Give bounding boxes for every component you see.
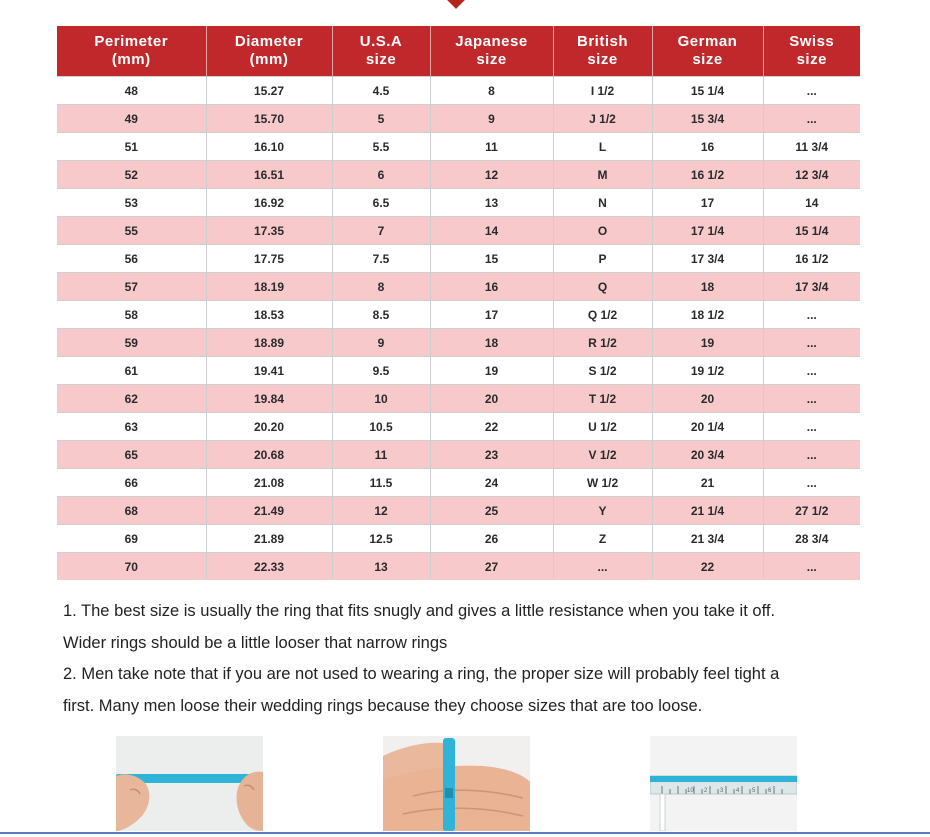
- ruler-tick-label: 3: [720, 788, 724, 794]
- table-row: [57, 161, 860, 189]
- table-cell: 61: [57, 357, 206, 385]
- table-cell: 59: [57, 329, 206, 357]
- column-header-text: size: [476, 51, 507, 68]
- ruler-measure-photo: [650, 736, 797, 831]
- column-header: [652, 26, 763, 77]
- table-cell: 16.10: [206, 133, 332, 161]
- table-cell: 65: [57, 441, 206, 469]
- table-cell: 17 1/4: [652, 217, 763, 245]
- table-cell: J 1/2: [553, 105, 652, 133]
- table-cell: 52: [57, 161, 206, 189]
- table-cell: 11: [430, 133, 553, 161]
- table-cell: 9: [332, 329, 430, 357]
- table-cell: 55: [57, 217, 206, 245]
- table-cell: 17 3/4: [652, 245, 763, 273]
- column-header-text: size: [796, 51, 827, 68]
- ruler-tick-label: 5: [752, 788, 756, 794]
- table-cell: 12 3/4: [763, 161, 860, 189]
- table-cell: 21.08: [206, 469, 332, 497]
- table-cell: L: [553, 133, 652, 161]
- table-cell: M: [553, 161, 652, 189]
- table-row: [57, 77, 860, 105]
- pen: [660, 794, 665, 831]
- note-line: 1. The best size is usually the ring that fits snugly and gives a little resistance when you take it off.: [63, 602, 776, 620]
- table-cell: 17: [652, 189, 763, 217]
- table-cell: Y: [553, 497, 652, 525]
- table-cell: 8.5: [332, 301, 430, 329]
- ruler-tick-label: 10: [687, 788, 694, 794]
- column-header-text: size: [365, 51, 397, 68]
- column-header: [763, 26, 860, 77]
- table-cell: ...: [763, 329, 860, 357]
- table-cell: ...: [763, 413, 860, 441]
- table-cell: 16.51: [206, 161, 332, 189]
- table-cell: 19.41: [206, 357, 332, 385]
- table-cell: 5: [332, 105, 430, 133]
- table-row: [57, 217, 860, 245]
- column-header-text: German: [677, 33, 738, 50]
- table-cell: 4.5: [332, 77, 430, 105]
- table-cell: ...: [763, 105, 860, 133]
- table-cell: S 1/2: [553, 357, 652, 385]
- table-cell: 16: [652, 133, 763, 161]
- table-cell: 63: [57, 413, 206, 441]
- table-row: [57, 189, 860, 217]
- table-cell: 11: [332, 441, 430, 469]
- table-cell: 22.33: [206, 553, 332, 581]
- column-header: [206, 26, 332, 77]
- table-cell: 57: [57, 273, 206, 301]
- table-cell: 18: [430, 329, 553, 357]
- finger-wrap-photo: [383, 736, 530, 831]
- hand: [383, 766, 530, 831]
- table-cell: V 1/2: [553, 441, 652, 469]
- table-cell: 8: [332, 273, 430, 301]
- table-cell: 22: [652, 553, 763, 581]
- table-cell: 20.68: [206, 441, 332, 469]
- table-cell: ...: [763, 301, 860, 329]
- table-cell: 5.5: [332, 133, 430, 161]
- table-cell: ...: [763, 385, 860, 413]
- table-cell: 18: [652, 273, 763, 301]
- table-cell: 13: [430, 189, 553, 217]
- table-cell: 58: [57, 301, 206, 329]
- column-header: [57, 26, 206, 77]
- note-line: 2. Men take note that if you are not used to wearing a ring, the proper size will probably feel tight a: [63, 665, 780, 683]
- table-cell: 14: [763, 189, 860, 217]
- table-row: [57, 553, 860, 581]
- table-cell: 17: [430, 301, 553, 329]
- table-cell: T 1/2: [553, 385, 652, 413]
- table-cell: 19: [430, 357, 553, 385]
- table-cell: 18 1/2: [652, 301, 763, 329]
- table-cell: 6: [332, 161, 430, 189]
- table-cell: 18.53: [206, 301, 332, 329]
- table-cell: 15 1/4: [763, 217, 860, 245]
- table-cell: 19 1/2: [652, 357, 763, 385]
- table-row: [57, 273, 860, 301]
- table-cell: 66: [57, 469, 206, 497]
- table-cell: 17.35: [206, 217, 332, 245]
- table-cell: 26: [430, 525, 553, 553]
- table-cell: 27 1/2: [763, 497, 860, 525]
- table-cell: 25: [430, 497, 553, 525]
- table-cell: W 1/2: [553, 469, 652, 497]
- table-cell: 14: [430, 217, 553, 245]
- column-header-text: British: [576, 33, 628, 50]
- table-cell: 13: [332, 553, 430, 581]
- table-cell: 10.5: [332, 413, 430, 441]
- table-cell: 21 1/4: [652, 497, 763, 525]
- table-cell: ...: [763, 77, 860, 105]
- table-cell: 28 3/4: [763, 525, 860, 553]
- table-row: [57, 441, 860, 469]
- table-cell: 19: [652, 329, 763, 357]
- table-cell: Q 1/2: [553, 301, 652, 329]
- table-cell: 18.89: [206, 329, 332, 357]
- tape-on-ruler: [650, 776, 797, 782]
- column-header: [553, 26, 652, 77]
- table-cell: ...: [763, 441, 860, 469]
- table-cell: 15.70: [206, 105, 332, 133]
- column-header-text: Swiss: [789, 33, 835, 50]
- table-cell: 10: [332, 385, 430, 413]
- ruler-tick-label: 4: [736, 788, 740, 794]
- column-header-text: U.S.A: [359, 33, 403, 50]
- table-cell: 12: [430, 161, 553, 189]
- table-cell: 17 3/4: [763, 273, 860, 301]
- table-cell: Z: [553, 525, 652, 553]
- table-cell: 21.89: [206, 525, 332, 553]
- table-row: [57, 245, 860, 273]
- table-row: [57, 385, 860, 413]
- column-header-text: Perimeter: [94, 33, 169, 50]
- wrapped-tape: [443, 738, 455, 831]
- table-cell: 21: [652, 469, 763, 497]
- column-header-text: size: [587, 51, 618, 68]
- table-cell: 19.84: [206, 385, 332, 413]
- column-header-text: Diameter: [234, 33, 304, 50]
- table-row: [57, 357, 860, 385]
- table-row: [57, 469, 860, 497]
- table-cell: 21.49: [206, 497, 332, 525]
- top-decoration: [446, 0, 466, 9]
- table-cell: 53: [57, 189, 206, 217]
- table-cell: ...: [763, 469, 860, 497]
- table-cell: 12: [332, 497, 430, 525]
- table-header-row: [57, 26, 860, 77]
- table-cell: P: [553, 245, 652, 273]
- note-line: Wider rings should be a little looser that narrow rings: [63, 633, 448, 652]
- table-body: [57, 77, 860, 581]
- table-cell: 23: [430, 441, 553, 469]
- table-cell: I 1/2: [553, 77, 652, 105]
- table-cell: 22: [430, 413, 553, 441]
- table-cell: 16 1/2: [652, 161, 763, 189]
- table-cell: 49: [57, 105, 206, 133]
- column-header-text: (mm): [249, 51, 289, 68]
- ruler-tick-label: 2: [704, 788, 708, 794]
- table-row: [57, 133, 860, 161]
- table-cell: 11 3/4: [763, 133, 860, 161]
- table-cell: ...: [763, 357, 860, 385]
- table-cell: 20.20: [206, 413, 332, 441]
- table-cell: 15 3/4: [652, 105, 763, 133]
- table-cell: 20: [652, 385, 763, 413]
- table-cell: 21 3/4: [652, 525, 763, 553]
- table-cell: 16: [430, 273, 553, 301]
- table-cell: 15 1/4: [652, 77, 763, 105]
- table-cell: 18.19: [206, 273, 332, 301]
- table-row: [57, 497, 860, 525]
- table-cell: 8: [430, 77, 553, 105]
- note-line: first. Many men loose their wedding rings because they choose sizes that are too loose.: [63, 696, 703, 715]
- table-cell: O: [553, 217, 652, 245]
- table-cell: 20: [430, 385, 553, 413]
- table-cell: 11.5: [332, 469, 430, 497]
- table-cell: 9: [430, 105, 553, 133]
- table-row: [57, 329, 860, 357]
- table-cell: 7.5: [332, 245, 430, 273]
- table-row: [57, 525, 860, 553]
- table-cell: 15.27: [206, 77, 332, 105]
- column-header-text: Japanese: [455, 33, 528, 50]
- tape-strip-photo: [116, 736, 263, 831]
- table-cell: 7: [332, 217, 430, 245]
- column-header-text: size: [692, 51, 723, 68]
- table-cell: U 1/2: [553, 413, 652, 441]
- table-cell: 16 1/2: [763, 245, 860, 273]
- table-cell: 56: [57, 245, 206, 273]
- table-cell: N: [553, 189, 652, 217]
- table-cell: 17.75: [206, 245, 332, 273]
- table-cell: 62: [57, 385, 206, 413]
- table-cell: ...: [763, 553, 860, 581]
- bottom-divider: [0, 832, 930, 834]
- column-header: [430, 26, 553, 77]
- table-cell: 15: [430, 245, 553, 273]
- ruler-tick-label: 6: [768, 788, 772, 794]
- table-cell: 51: [57, 133, 206, 161]
- table-cell: ...: [553, 553, 652, 581]
- table-cell: 70: [57, 553, 206, 581]
- table-cell: 69: [57, 525, 206, 553]
- table-cell: 16.92: [206, 189, 332, 217]
- table-cell: R 1/2: [553, 329, 652, 357]
- table-row: [57, 301, 860, 329]
- sizing-notes: [63, 596, 923, 722]
- table-row: [57, 105, 860, 133]
- table-cell: 48: [57, 77, 206, 105]
- table-cell: 20 1/4: [652, 413, 763, 441]
- column-header-text: (mm): [111, 51, 151, 68]
- column-header: [332, 26, 430, 77]
- table-cell: 68: [57, 497, 206, 525]
- ring-size-table: [57, 26, 860, 580]
- table-cell: 9.5: [332, 357, 430, 385]
- table-cell: Q: [553, 273, 652, 301]
- table-row: [57, 413, 860, 441]
- table-cell: 12.5: [332, 525, 430, 553]
- table-cell: 24: [430, 469, 553, 497]
- table-cell: 6.5: [332, 189, 430, 217]
- table-cell: 20 3/4: [652, 441, 763, 469]
- table-cell: 27: [430, 553, 553, 581]
